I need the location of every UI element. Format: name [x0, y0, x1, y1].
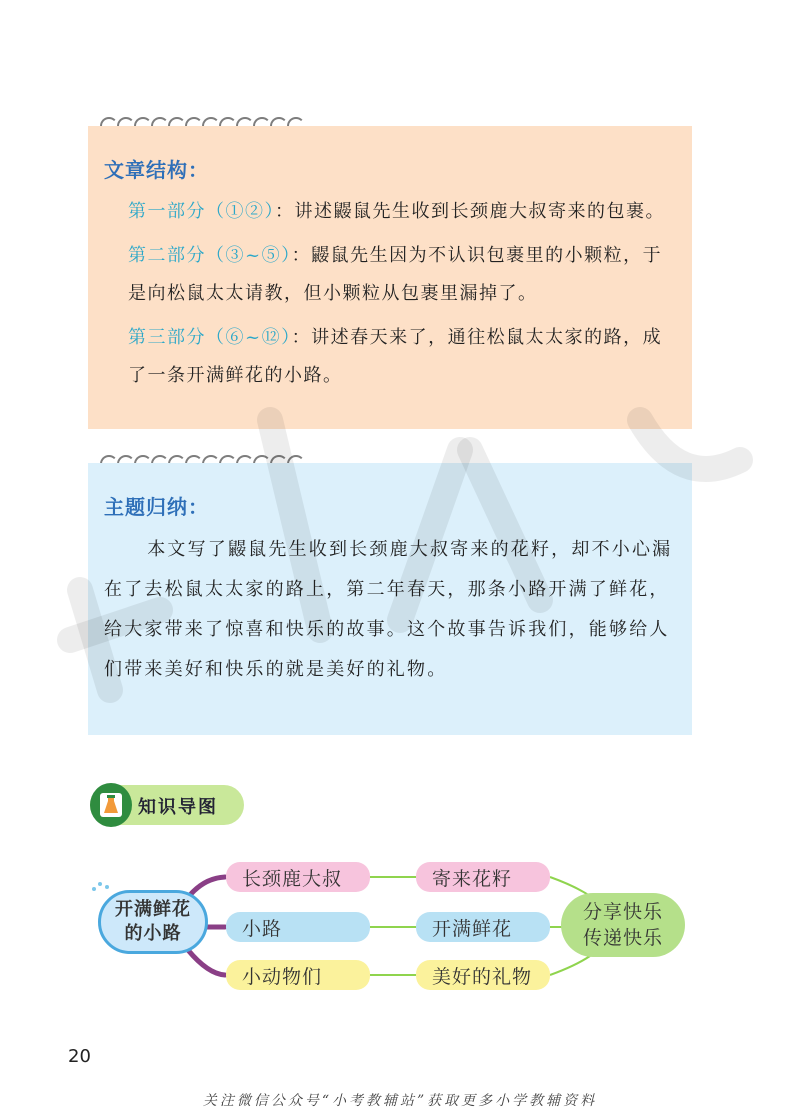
mind-map-end	[561, 893, 685, 957]
part-2-text: ：鼹鼠先生因为不认识包裹里的小颗粒，于是向松鼠太太请教，但小颗粒从包裹里漏掉了。	[128, 245, 663, 304]
theme-body: 本文写了鼹鼠先生收到长颈鹿大叔寄来的花籽，却不小心漏在了去松鼠太太家的路上，第二年春天，那条小路开满了鲜花，给大家带来了惊喜和快乐的故事。这个故事告诉我们，能够给人们带来美好和快乐的就是美好的礼物。	[104, 539, 673, 680]
mind-map-node-seeds	[416, 862, 550, 892]
mind-map-center	[98, 890, 208, 954]
part-3-text: ：讲述春天来了，通往松鼠太太家的路，成了一条开满鲜花的小路。	[128, 327, 663, 386]
part-1-text: ：讲述鼹鼠先生收到长颈鹿大叔寄来的包裹。	[275, 201, 665, 222]
mind-map-node-path	[226, 912, 370, 942]
mind-map-end-label: 分享快乐传递快乐	[582, 901, 663, 949]
mind-map-node-animals	[226, 960, 370, 990]
part-2-label: 第二部分（③~⑤）	[128, 245, 292, 266]
theme-title: 主题归纳：	[104, 495, 209, 519]
part-1-label: 第一部分（①②）	[128, 201, 275, 222]
mind-map-node-gift	[416, 960, 550, 990]
mind-map-node-giraffe	[226, 862, 370, 892]
badge-label: 知识导图	[138, 797, 218, 818]
node-label: 小路	[242, 917, 283, 940]
node-label: 美好的礼物	[432, 965, 533, 988]
node-label: 寄来花籽	[432, 867, 513, 890]
mind-map-center-label: 开满鲜花的小路	[115, 899, 191, 944]
page-number: 20	[68, 1046, 91, 1067]
structure-title: 文章结构：	[104, 158, 209, 182]
footer-note: 关注微信公众号“小考教辅站”获取更多小学教辅资料	[202, 1093, 598, 1109]
node-label: 开满鲜花	[432, 917, 513, 940]
node-label: 小动物们	[242, 965, 323, 988]
node-label: 长颈鹿大叔	[242, 867, 343, 890]
part-3-label: 第三部分（⑥~⑫）	[128, 327, 292, 348]
mind-map-node-flowers	[416, 912, 550, 942]
